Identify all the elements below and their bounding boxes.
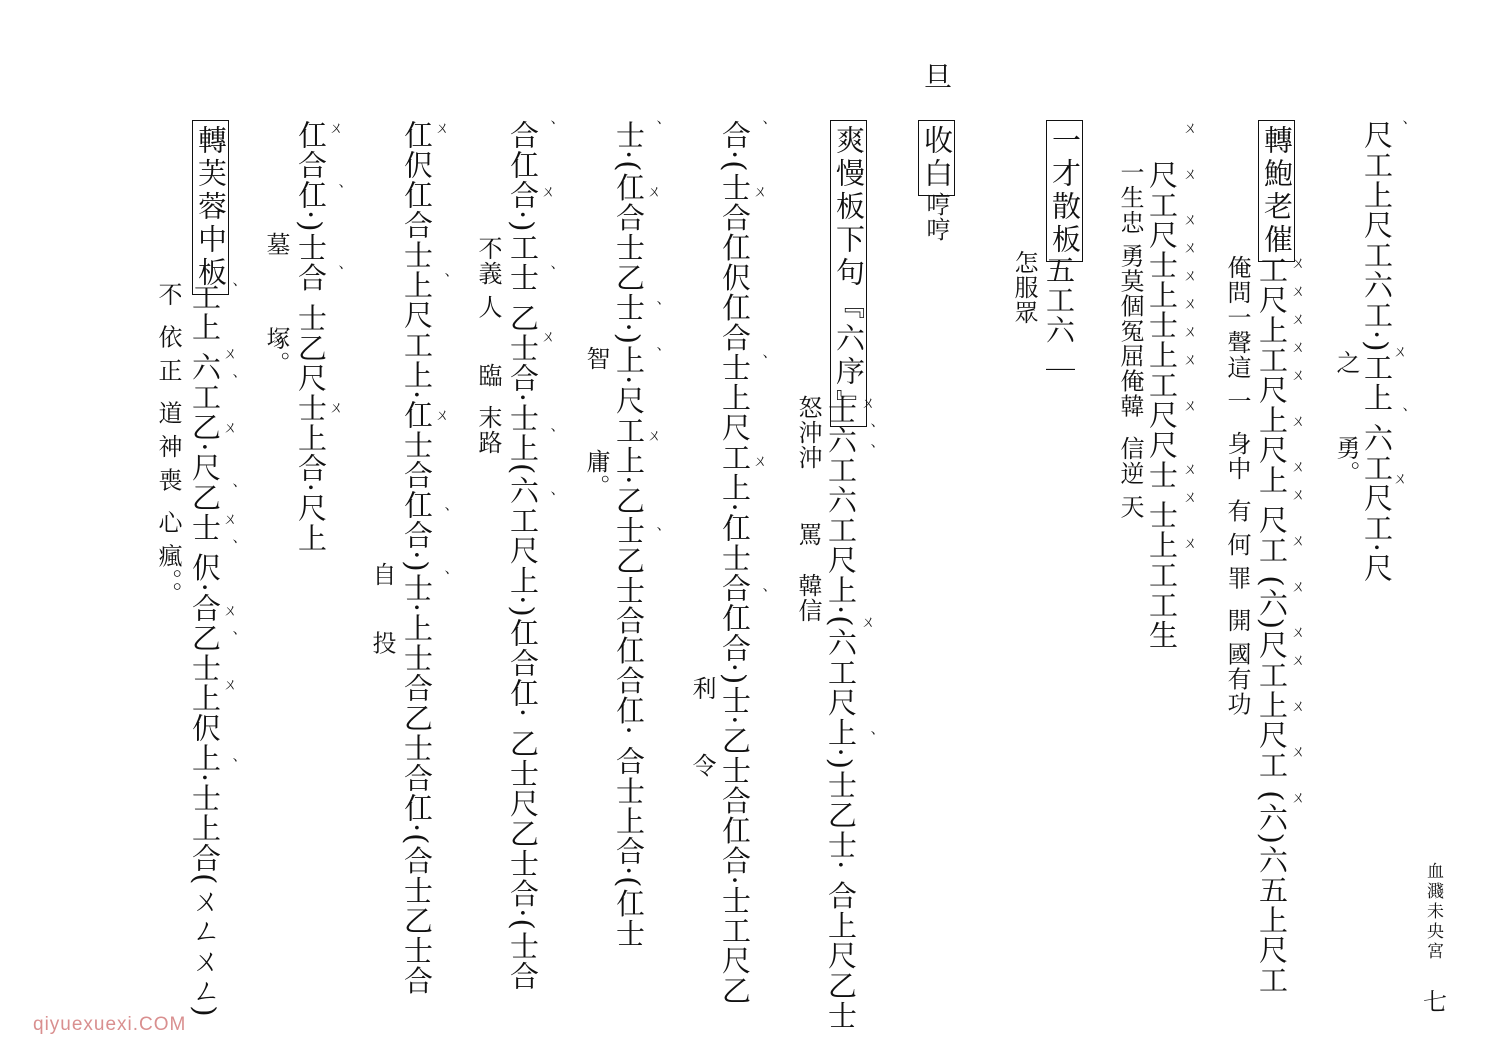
- section-6-col-5-marks: ㄨ 、 ㄨ 、 、: [433, 120, 451, 598]
- section-1-music: 尺工上尺工六工·)工上 六工尺工·尺: [1360, 120, 1394, 583]
- section-6-col-4-music: 合仜合·)工士 乙士合·士上(六工尺上·)仜合仜· 乙士尺乙士合·(士合: [506, 120, 540, 991]
- section-2-lyrics: 俺問一聲這 一 身中 有 何 罪 開 國有功: [1223, 255, 1251, 717]
- section-4-tune-label: 一才散板: [1046, 120, 1083, 262]
- section-6-col-6-lyrics: 墓 塚。: [262, 232, 290, 377]
- section-3-music: 尺工尺士上士上工尺尺士 士上工工生: [1145, 160, 1179, 651]
- section-6-col-6-music: 仜合仜·)士合 士乙尺士上合·尺上: [294, 120, 328, 553]
- section-5-lyrics: 哼哼: [922, 192, 950, 242]
- role-label: 旦: [920, 62, 953, 91]
- section-6-col-3-marks: 、 ㄨ 、 、 ㄨ 、: [645, 120, 663, 555]
- watermark: qiyuexuexi.COM: [33, 1014, 187, 1035]
- section-2-music: 工尺上工尺上尺上 尺工 (六)尺工上尺工 (六)六五上尺工: [1255, 255, 1289, 995]
- section-2-tune-label: 轉鮑老催: [1258, 120, 1295, 262]
- section-1-lyrics: 之 勇。: [1332, 350, 1360, 486]
- section-6-col-2-music: 合·(士合仜伬仜合士上尺工上·仜士合仜合·)士·乙士合仜合·士工尺乙: [718, 120, 752, 1006]
- section-6-col-3-lyrics: 智 庸。: [582, 346, 610, 499]
- section-6-col-6-marks: ㄨ 、 、 ㄨ: [327, 120, 345, 428]
- section-6-col-2-marks: 、 ㄨ 、 ㄨ 、: [751, 120, 769, 616]
- section-6-lyrics: 怒沖沖 罵 韓信: [794, 395, 822, 623]
- section-6-col-2-lyrics: 利 令: [688, 676, 716, 778]
- section-3-marks: ㄨ ㄨ ㄨㄨㄨㄨㄨㄨ ㄨ ㄨㄨ ㄨ: [1181, 120, 1199, 563]
- section-1-marks: 、 ㄨ 、 ㄨ: [1391, 120, 1409, 499]
- section-2-marks: ㄨㄨㄨㄨㄨ ㄨ ㄨㄨ ㄨ ㄨ ㄨㄨ ㄨ ㄨ ㄨ: [1289, 255, 1307, 818]
- section-7-marks: 、 ㄨ、 ㄨ 、ㄨ、 ㄨ、 ㄨ 、: [221, 282, 239, 786]
- section-6-col-5-music: 仜伬仜合士上尺工上·仜士合仜合·)士·上士合乙士合仜·(合士乙士合: [400, 120, 434, 996]
- section-6-col-3-music: 士·(仜合士乙士·)上·尺工上·乙士乙士合仜合仜· 合士上合·(仜士: [612, 120, 646, 949]
- section-6-col-4-marks: 、 ㄨ 、 ㄨ 、 、: [539, 120, 557, 519]
- section-5-tune-label: 收白: [918, 120, 955, 196]
- section-6-tune-label: 爽慢板下句『六序』: [830, 120, 867, 427]
- section-3-lyrics: 一生忠 勇莫個冤屈俺韓 信逆 天: [1116, 160, 1144, 520]
- section-7-tune-label: 轉芙蓉中板: [192, 120, 229, 295]
- section-7-music: 工上 六工乙·尺乙士 伬·合乙士上伬上·士上合(ㄨㄥㄨㄥ): [188, 282, 222, 1018]
- section-4-music: 五工六 ｜: [1042, 255, 1076, 386]
- section-6-marks: ㄨ、、 ㄨ 、: [859, 395, 877, 759]
- page-number: 七: [1423, 988, 1448, 1016]
- section-6-col-4-lyrics: 不義 人 臨 末路: [474, 236, 502, 456]
- running-title: 血濺未央宮: [1423, 862, 1443, 962]
- section-7-lyrics: 不 依 正 道 神 喪 心 瘋。。: [154, 282, 182, 607]
- section-4-lyrics: 怎服眾: [1010, 250, 1038, 325]
- section-6-music: 士六工六工尺上·(六工尺上·)士乙士· 合上尺乙士: [824, 395, 858, 1031]
- section-6-col-5-lyrics: 自 投: [368, 562, 396, 656]
